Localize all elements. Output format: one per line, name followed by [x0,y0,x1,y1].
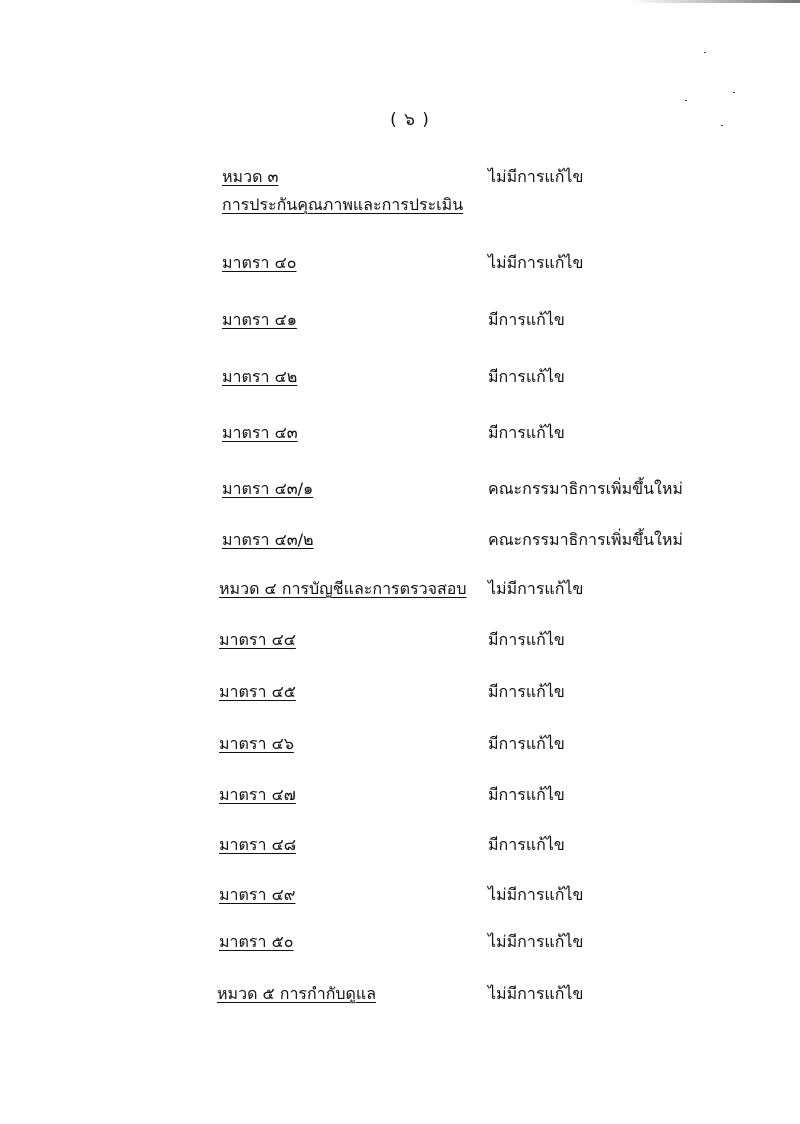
amendment-status: มีการแก้ไข [488,367,565,386]
section-label: มาตรา ๔๖ [219,734,294,753]
chapter-title: หมวด ๔ การบัญชีและการตรวจสอบ [219,579,467,598]
section-label: มาตรา ๕๐ [219,932,294,951]
section-label: มาตรา ๔๘ [219,835,297,854]
amendment-status: มีการแก้ไข [488,734,565,753]
amendment-status: ไม่มีการแก้ไข [488,253,584,272]
section-row [0,478,800,502]
amendment-status: ไม่มีการแก้ไข [488,167,584,186]
chapter-row [0,578,800,602]
section-label: มาตรา ๔๒ [222,367,298,386]
section-label: มาตรา ๔๕ [219,682,296,701]
chapter-row [0,166,800,190]
section-row [0,366,800,390]
section-row [0,529,800,553]
section-label: มาตรา ๔๓/๑ [222,479,314,498]
section-row [0,784,800,808]
amendment-status: มีการแก้ไข [488,682,565,701]
amendment-status: ไม่มีการแก้ไข [488,932,584,951]
amendment-status: มีการแก้ไข [488,310,565,329]
section-row [0,422,800,446]
chapter-title: หมวด ๕ การกำกับดูแล [217,984,377,1003]
section-label: มาตรา ๔๙ [219,885,296,904]
amendment-status: ไม่มีการแก้ไข [488,984,584,1003]
amendment-status: มีการแก้ไข [488,423,565,442]
chapter-row [0,983,800,1007]
section-row [0,309,800,333]
amendment-status: คณะกรรมาธิการเพิ่มขึ้นใหม่ [488,479,683,498]
page-number: ( ๖ ) [390,110,430,130]
amendment-status: มีการแก้ไข [488,835,565,854]
section-row [0,931,800,955]
section-row [0,884,800,908]
amendment-status: ไม่มีการแก้ไข [488,885,584,904]
section-label: มาตรา ๔๗ [219,785,296,804]
section-row [0,834,800,858]
chapter-title: หมวด ๓ [222,167,279,186]
amendment-status: คณะกรรมาธิการเพิ่มขึ้นใหม่ [488,530,683,549]
section-row [0,733,800,757]
section-label: มาตรา ๔๐ [222,253,297,272]
section-row [0,681,800,705]
section-label: มาตรา ๔๔ [219,630,296,649]
section-label: มาตรา ๔๓ [222,423,298,442]
section-row [0,252,800,276]
amendment-status: มีการแก้ไข [488,630,565,649]
section-label: มาตรา ๔๓/๒ [222,530,314,549]
section-row [0,629,800,653]
amendment-status: มีการแก้ไข [488,785,565,804]
chapter-subtitle: การประกันคุณภาพและการประเมิน [222,195,464,214]
amendment-status: ไม่มีการแก้ไข [488,579,584,598]
section-label: มาตรา ๔๑ [222,310,297,329]
